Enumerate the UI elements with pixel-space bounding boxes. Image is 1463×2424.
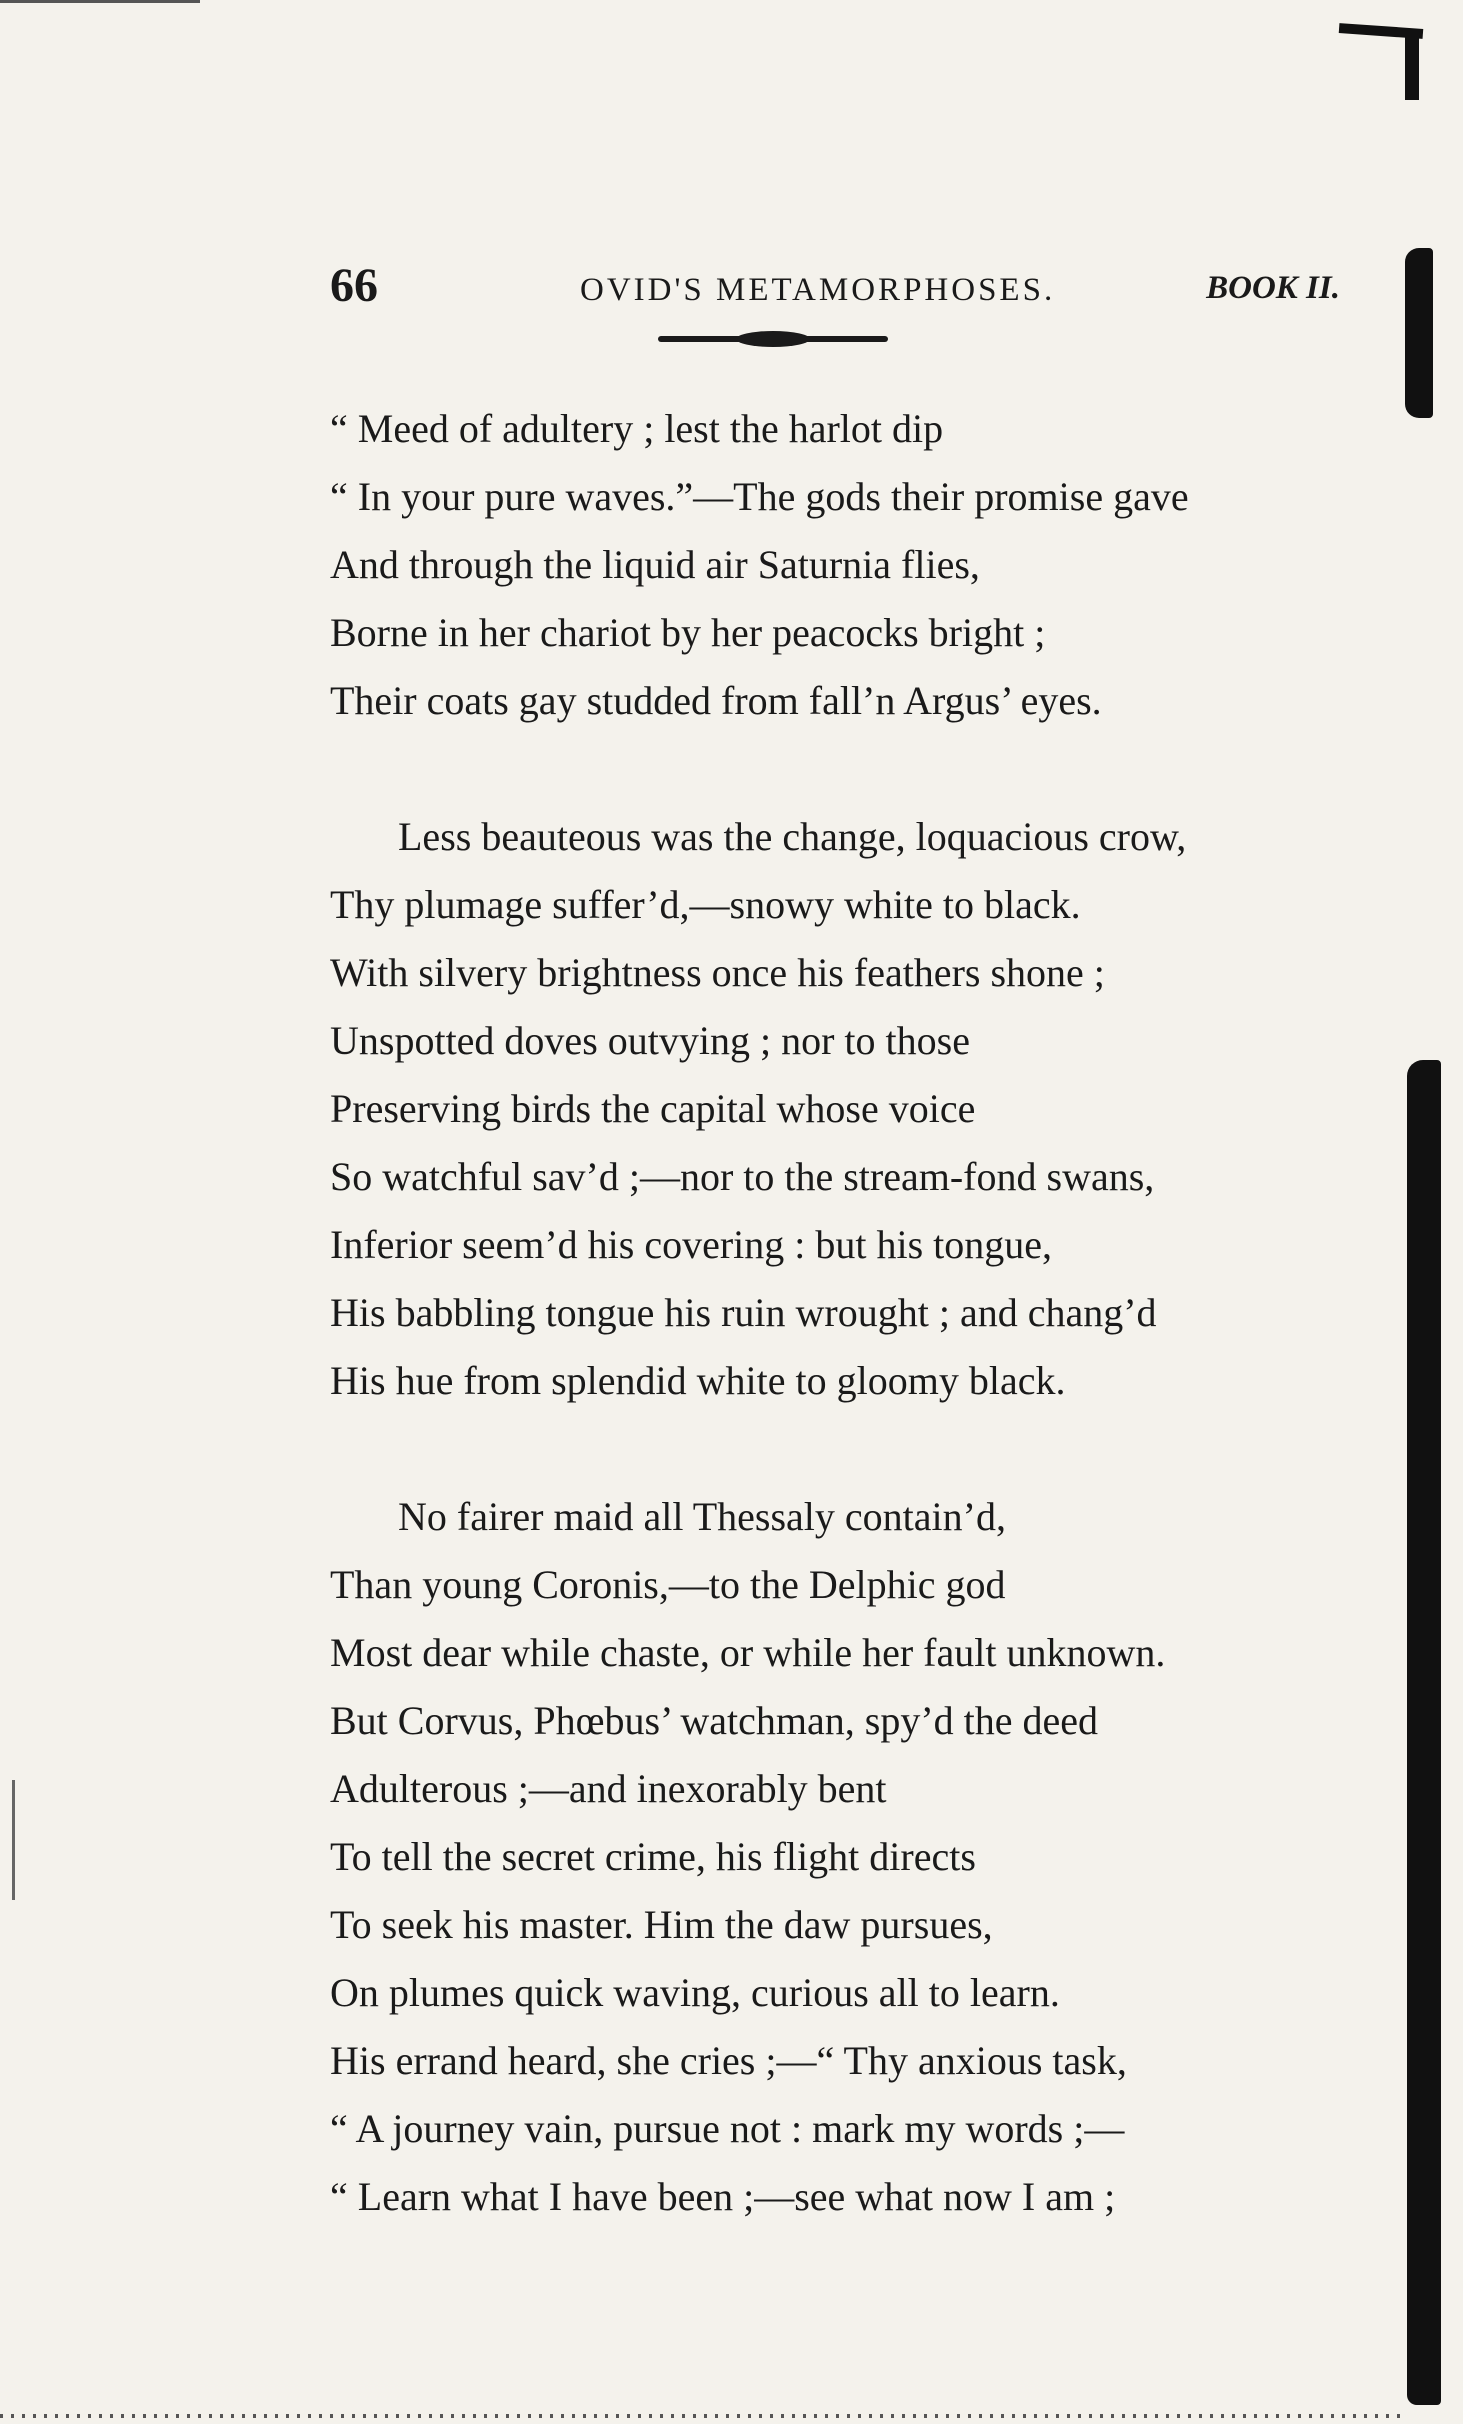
poem-line: “ Meed of adultery ; lest the harlot dip bbox=[330, 406, 944, 451]
poem-line: His babbling tongue his ruin wrought ; and chang’d bbox=[330, 1290, 1157, 1335]
poem-line: Borne in her chariot by her peacocks bright ; bbox=[330, 610, 1046, 655]
poem-line: “ In your pure waves.”—The gods their promise gave bbox=[330, 474, 1189, 519]
scan-edge-mark-top-vertical bbox=[1405, 30, 1419, 100]
scan-top-line bbox=[0, 0, 200, 3]
poem-line: “ A journey vain, pursue not : mark my words ;— bbox=[330, 2106, 1125, 2151]
poem-line: So watchful sav’d ;—nor to the stream-fond swans, bbox=[330, 1154, 1155, 1199]
poem-line: Most dear while chaste, or while her fault unknown. bbox=[330, 1630, 1166, 1675]
poem-line: On plumes quick waving, curious all to learn. bbox=[330, 1970, 1060, 2015]
book-label: BOOK II. bbox=[1206, 270, 1340, 306]
poem-line: Than young Coronis,—to the Delphic god bbox=[330, 1562, 1006, 1607]
poem-line: His hue from splendid white to gloomy black. bbox=[330, 1358, 1066, 1403]
poem-line: With silvery brightness once his feathers shone ; bbox=[330, 950, 1105, 995]
poem-line: To seek his master. Him the daw pursues, bbox=[330, 1902, 993, 1947]
scan-edge-mark-lower bbox=[1407, 1060, 1441, 2405]
poem-line: “ Learn what I have been ;—see what now I am ; bbox=[330, 2174, 1116, 2219]
running-title: OVID'S METAMORPHOSES. bbox=[580, 272, 1056, 308]
scan-bottom-speckle bbox=[0, 2414, 1400, 2418]
poem-line: To tell the secret crime, his flight directs bbox=[330, 1834, 976, 1879]
poem-line: Inferior seem’d his covering : but his tongue, bbox=[330, 1222, 1053, 1267]
poem-line: Adulterous ;—and inexorably bent bbox=[330, 1766, 887, 1811]
poem-line: His errand heard, she cries ;—“ Thy anxious task, bbox=[330, 2038, 1127, 2083]
stanza-1 bbox=[330, 395, 1380, 735]
page-number: 66 bbox=[330, 259, 378, 312]
poem-line: Unspotted doves outvying ; nor to those bbox=[330, 1018, 970, 1063]
poem-line: Thy plumage suffer’d,—snowy white to black. bbox=[330, 882, 1081, 927]
poem-line: Preserving birds the capital whose voice bbox=[330, 1086, 976, 1131]
running-header bbox=[330, 258, 1350, 318]
stanza-2 bbox=[330, 803, 1380, 1415]
header-ornament-rule bbox=[658, 336, 888, 342]
poem-line: No fairer maid all Thessaly contain’d, bbox=[398, 1494, 1006, 1539]
stanza-3 bbox=[330, 1483, 1380, 2231]
scan-edge-mark-upper bbox=[1405, 248, 1433, 418]
poem-line: But Corvus, Phœbus’ watchman, spy’d the deed bbox=[330, 1698, 1099, 1743]
scan-edge-left-line bbox=[12, 1780, 15, 1900]
poem-line: And through the liquid air Saturnia flies, bbox=[330, 542, 980, 587]
poem-body bbox=[330, 395, 1380, 2299]
poem-line: Less beauteous was the change, loquacious crow, bbox=[398, 814, 1187, 859]
poem-line: Their coats gay studded from fall’n Argus’ eyes. bbox=[330, 678, 1102, 723]
